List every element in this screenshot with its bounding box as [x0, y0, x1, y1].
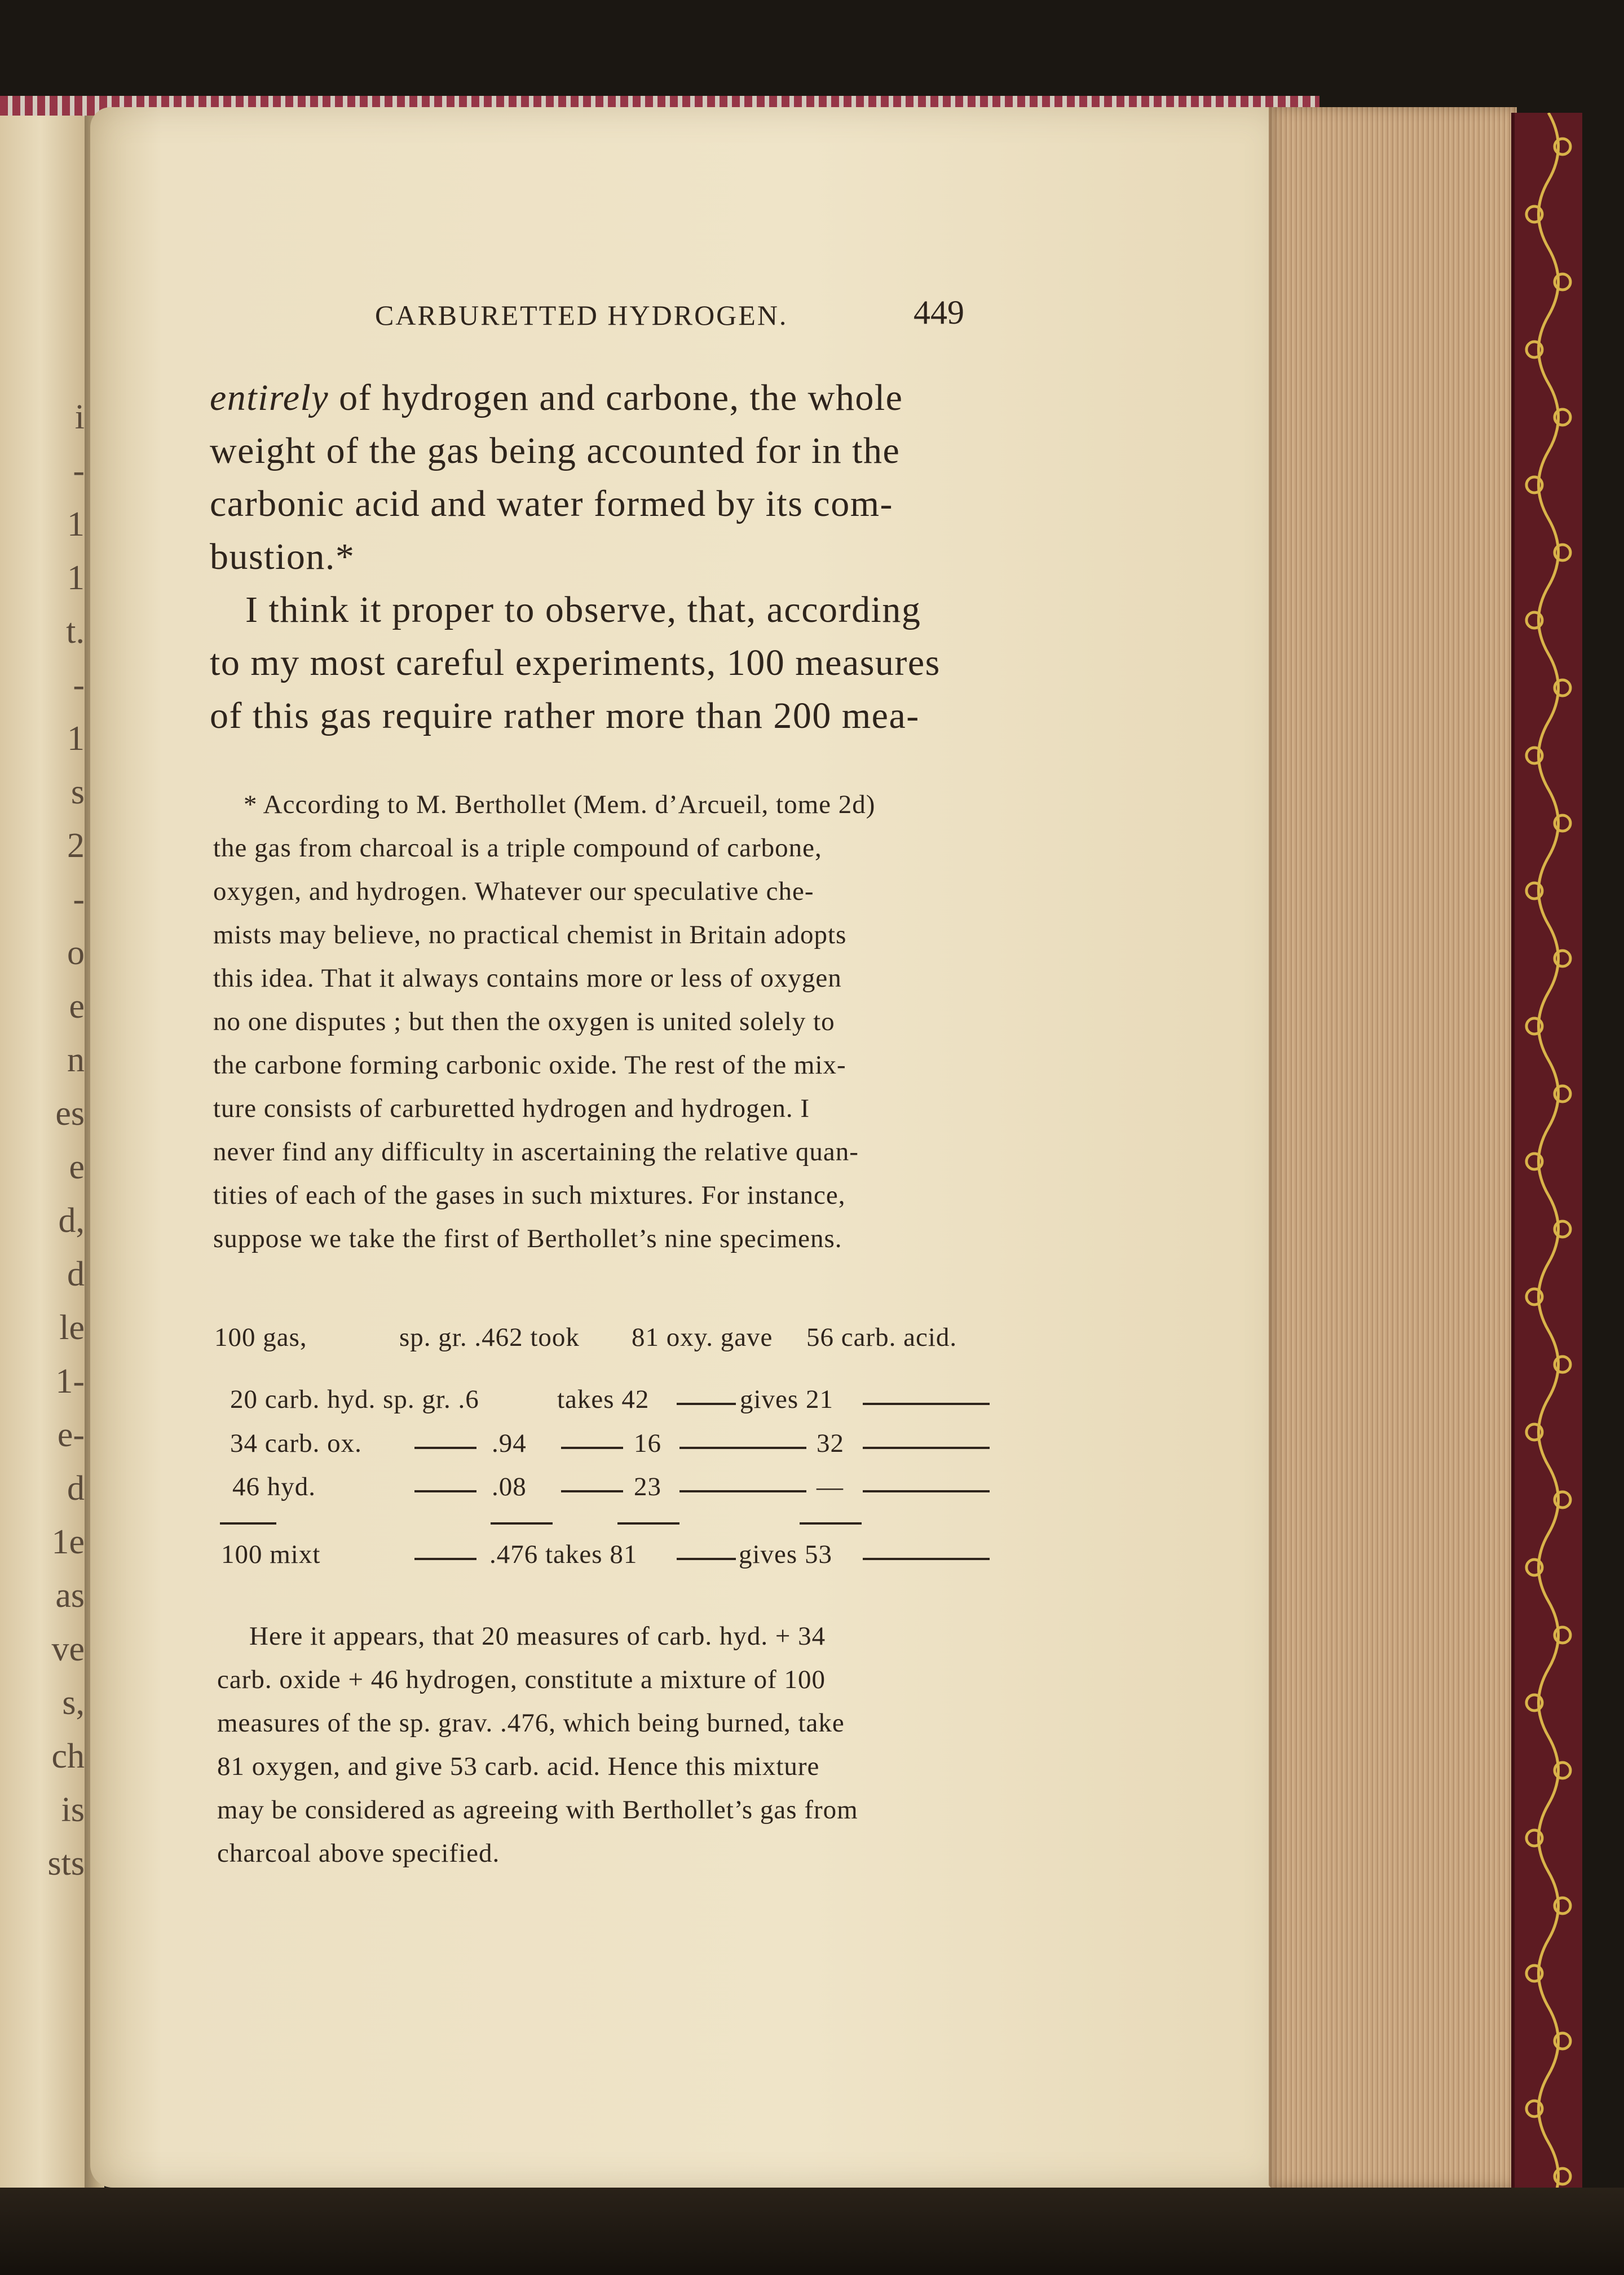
left-edge-fragment: sts: [47, 1844, 85, 1883]
body-line-2: weight of the gas being accounted for in the: [210, 430, 901, 471]
dash: [677, 1403, 736, 1405]
body-line-1: [210, 377, 903, 419]
table-row3-c: 23: [634, 1472, 661, 1501]
gilt-cover-edge: [1511, 113, 1582, 2210]
left-edge-fragment: 1: [67, 505, 85, 544]
left-edge-fragment: e: [69, 1148, 85, 1186]
footnote-line: * According to M. Berthollet (Mem. d’Arcueil, tome 2d): [244, 790, 876, 819]
dash: [414, 1490, 476, 1492]
left-edge-fragment: 2: [67, 827, 85, 865]
left-edge-fragment: es: [55, 1094, 85, 1133]
dash: [863, 1558, 990, 1560]
table-row3-d: —: [817, 1472, 844, 1501]
page-block-edges: [1269, 107, 1517, 2188]
table-surface: [0, 2188, 1624, 2275]
table-row2-a: 34 carb. ox.: [230, 1429, 362, 1458]
sum-rule: [617, 1522, 679, 1525]
table-row0-d: 56 carb. acid.: [806, 1323, 957, 1352]
left-edge-fragment: -: [73, 666, 85, 704]
table-row1-b: takes 42: [557, 1385, 650, 1414]
left-edge-fragment: 1: [67, 719, 85, 758]
left-edge-fragment: n: [67, 1041, 85, 1079]
body-line-5: I think it proper to observe, that, according: [245, 589, 921, 630]
footnote-line: tities of each of the gases in such mixtures. For instance,: [213, 1181, 846, 1210]
table-row4-a: 100 mixt: [221, 1540, 321, 1569]
conclusion-line: may be considered as agreeing with Berthollet’s gas from: [217, 1795, 858, 1825]
footnote-line: the carbone forming carbonic oxide. The rest of the mix-: [213, 1050, 846, 1080]
table-row4-b: .476 takes 81: [489, 1540, 638, 1569]
gilt-vine-ornament: [1515, 113, 1582, 2210]
conclusion-line: 81 oxygen, and give 53 carb. acid. Hence this mixture: [217, 1752, 820, 1781]
table-row0-c: 81 oxy. gave: [632, 1323, 773, 1352]
left-edge-fragment: as: [55, 1576, 85, 1615]
conclusion-line: measures of the sp. grav. .476, which being burned, take: [217, 1708, 845, 1738]
footnote-line: never find any difficulty in ascertaining the relative quan-: [213, 1137, 859, 1167]
left-edge-fragment: ch: [51, 1737, 85, 1775]
dash: [414, 1558, 476, 1560]
running-head: CARBURETTED HYDROGEN.: [375, 299, 788, 331]
dash: [677, 1558, 736, 1560]
body-line-7: of this gas require rather more than 200 mea-: [210, 695, 920, 736]
body-line-6: to my most careful experiments, 100 measures: [210, 642, 941, 683]
dash: [863, 1403, 990, 1405]
italic-word: entirely: [210, 377, 329, 418]
left-edge-fragment: s,: [62, 1684, 85, 1722]
left-edge-fragment: 1e: [51, 1523, 85, 1561]
left-edge-fragment: is: [61, 1791, 85, 1829]
dash: [679, 1490, 806, 1492]
page-number: 449: [914, 294, 964, 331]
table-row1-a: 20 carb. hyd. sp. gr. .6: [230, 1385, 479, 1414]
left-edge-fragment: d: [67, 1255, 85, 1293]
footnote-line: oxygen, and hydrogen. Whatever our speculative che-: [213, 877, 814, 906]
left-page-edge: [0, 116, 90, 2196]
table-row3-b: .08: [492, 1472, 527, 1501]
left-edge-fragment: s: [70, 773, 85, 811]
table-row2-d: 32: [817, 1429, 844, 1458]
footnote-line: no one disputes ; but then the oxygen is united solely to: [213, 1007, 835, 1036]
dash: [561, 1447, 623, 1449]
left-edge-fragment: i: [74, 398, 85, 436]
conclusion-line: carb. oxide + 46 hydrogen, constitute a mixture of 100: [217, 1665, 826, 1694]
dash: [863, 1490, 990, 1492]
left-edge-fragment: o: [67, 934, 85, 972]
table-row2-c: 16: [634, 1429, 661, 1458]
left-edge-fragment: -: [73, 452, 85, 490]
dash: [679, 1447, 806, 1449]
body-line-3: carbonic acid and water formed by its com-: [210, 483, 894, 524]
dash: [561, 1490, 623, 1492]
footnote-line: suppose we take the first of Berthollet’s nine specimens.: [213, 1224, 842, 1253]
left-edge-fragment: e-: [57, 1416, 85, 1454]
dash: [414, 1447, 476, 1449]
footnote-line: this idea. That it always contains more or less of oxygen: [213, 964, 842, 993]
footnote-line: mists may believe, no practical chemist in Britain adopts: [213, 920, 847, 949]
left-edge-fragment: d: [67, 1469, 85, 1508]
left-edge-fragment: le: [59, 1309, 85, 1347]
conclusion-line: charcoal above specified.: [217, 1839, 500, 1868]
table-row0-b: sp. gr. .462 took: [399, 1323, 580, 1352]
left-edge-fragment: d,: [58, 1201, 85, 1240]
table-row2-b: .94: [492, 1429, 527, 1458]
table-row0-a: 100 gas,: [214, 1323, 307, 1352]
table-row4-c: gives 53: [739, 1540, 832, 1569]
dash: [863, 1447, 990, 1449]
body-line-4: bustion.*: [210, 536, 355, 577]
footnote-line: ture consists of carburetted hydrogen and hydrogen. I: [213, 1094, 810, 1123]
left-edge-fragment: 1: [67, 559, 85, 597]
table-row3-a: 46 hyd.: [232, 1472, 316, 1501]
left-edge-fragment: ve: [51, 1630, 85, 1668]
sum-rule: [491, 1522, 553, 1525]
sum-rule: [800, 1522, 862, 1525]
table-row1-c: gives 21: [740, 1385, 833, 1414]
sum-rule: [220, 1522, 276, 1525]
left-edge-fragment: e: [69, 987, 85, 1026]
left-edge-fragment: t.: [66, 612, 85, 651]
footnote-line: the gas from charcoal is a triple compound of carbone,: [213, 833, 822, 863]
left-edge-fragment: 1-: [55, 1362, 85, 1401]
conclusion-line: Here it appears, that 20 measures of carb. hyd. + 34: [249, 1622, 826, 1651]
left-edge-fragment: -: [73, 880, 85, 918]
body-line-1-rest: of hydrogen and carbone, the whole: [329, 377, 903, 418]
